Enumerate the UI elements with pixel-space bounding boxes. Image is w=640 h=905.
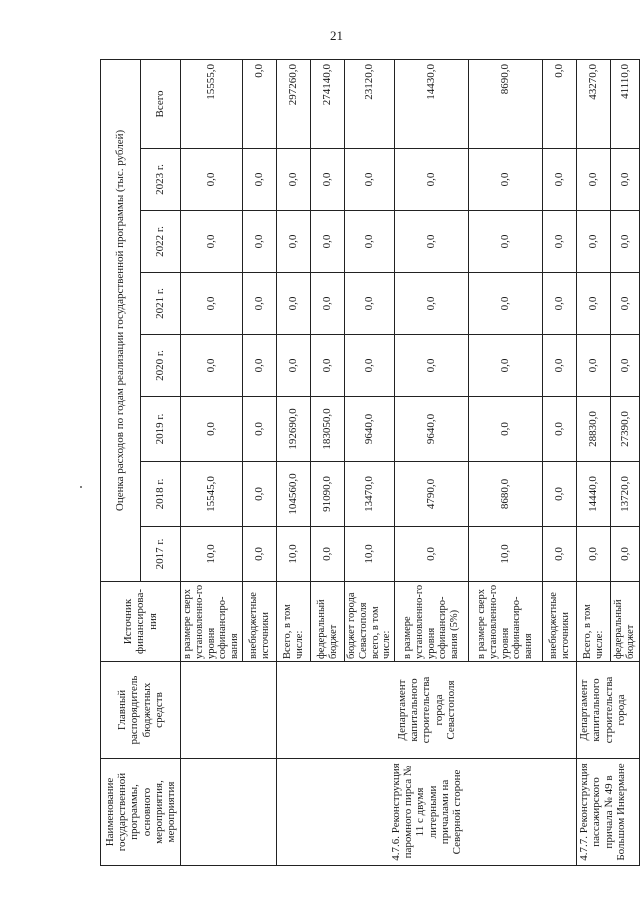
value-cell: 0,0 <box>469 397 543 462</box>
header-name: Наименование государственной программы, основного мероприятия, мероприятия <box>101 759 181 866</box>
value-cell: 0,0 <box>181 335 243 397</box>
value-cell: 13470,0 <box>345 462 395 527</box>
table-row <box>181 59 243 865</box>
value-cell: 0,0 <box>345 211 395 273</box>
header-year: 2019 г. <box>141 397 181 462</box>
rotated-table-container <box>100 60 636 866</box>
total-cell: 23120,0 <box>345 59 395 148</box>
header-row-top <box>101 59 141 865</box>
source-cell: в размере сверх установленно-го уровня софинансиро-вания <box>469 582 543 662</box>
value-cell: 0,0 <box>469 211 543 273</box>
value-cell: 0,0 <box>611 335 640 397</box>
header-year: 2023 г. <box>141 149 181 211</box>
value-cell: 13720,0 <box>611 462 640 527</box>
distributor-name: Департамент капитального строительства города <box>577 662 640 759</box>
value-cell: 0,0 <box>395 273 469 335</box>
value-cell: 10,0 <box>345 527 395 582</box>
header-year: 2017 г. <box>141 527 181 582</box>
distributor-cell-empty <box>181 662 277 759</box>
value-cell: 0,0 <box>543 273 577 335</box>
value-cell: 0,0 <box>611 273 640 335</box>
value-cell: 0,0 <box>311 527 345 582</box>
value-cell: 183050,0 <box>311 397 345 462</box>
distributor-name: Департамент капитального строительства города Севастополя <box>277 662 577 759</box>
total-cell: 297260,0 <box>277 59 311 148</box>
budget-table <box>100 59 640 866</box>
value-cell: 28830,0 <box>577 397 611 462</box>
value-cell: 0,0 <box>181 397 243 462</box>
value-cell: 0,0 <box>277 149 311 211</box>
source-cell: бюджет города Севастополя всего, в том числе: <box>345 582 395 662</box>
value-cell: 0,0 <box>311 335 345 397</box>
value-cell: 10,0 <box>277 527 311 582</box>
value-cell: 9640,0 <box>395 397 469 462</box>
total-cell: 41110,0 <box>611 59 640 148</box>
value-cell: 0,0 <box>543 462 577 527</box>
value-cell: 0,0 <box>243 527 277 582</box>
table-row <box>277 59 311 865</box>
value-cell: 10,0 <box>181 527 243 582</box>
total-cell: 15555,0 <box>181 59 243 148</box>
value-cell: 0,0 <box>243 149 277 211</box>
value-cell: 0,0 <box>243 462 277 527</box>
value-cell: 0,0 <box>277 273 311 335</box>
value-cell: 0,0 <box>577 149 611 211</box>
total-cell: 14430,0 <box>395 59 469 148</box>
value-cell: 0,0 <box>611 527 640 582</box>
value-cell: 0,0 <box>311 211 345 273</box>
value-cell: 192690,0 <box>277 397 311 462</box>
source-cell: в размере установленно-го уровня софинансиро-вания (5%) <box>395 582 469 662</box>
value-cell: 0,0 <box>311 149 345 211</box>
value-cell: 0,0 <box>243 335 277 397</box>
value-cell: 0,0 <box>469 149 543 211</box>
value-cell: 0,0 <box>345 335 395 397</box>
value-cell: 0,0 <box>243 273 277 335</box>
value-cell: 0,0 <box>611 211 640 273</box>
source-cell: федеральный бюджет <box>611 582 640 662</box>
value-cell: 0,0 <box>395 211 469 273</box>
value-cell: 91090,0 <box>311 462 345 527</box>
value-cell: 8680,0 <box>469 462 543 527</box>
total-cell: 0,0 <box>543 59 577 148</box>
value-cell: 0,0 <box>469 273 543 335</box>
value-cell: 0,0 <box>395 149 469 211</box>
value-cell: 27390,0 <box>611 397 640 462</box>
value-cell: 14440,0 <box>577 462 611 527</box>
program-item-name: 4.7.6. Реконструкция паромного пирса № 11 с двумя литерными причалами на Северной стороне <box>277 759 577 866</box>
total-cell: 274140,0 <box>311 59 345 148</box>
value-cell: 0,0 <box>277 211 311 273</box>
value-cell: 4790,0 <box>395 462 469 527</box>
value-cell: 0,0 <box>611 149 640 211</box>
name-cell-empty <box>181 759 277 866</box>
header-year: 2018 г. <box>141 462 181 527</box>
value-cell: 0,0 <box>577 211 611 273</box>
value-cell: 0,0 <box>577 335 611 397</box>
value-cell: 10,0 <box>469 527 543 582</box>
value-cell: 0,0 <box>543 149 577 211</box>
value-cell: 0,0 <box>577 273 611 335</box>
header-total: Всего <box>141 59 181 148</box>
page-number: 21 <box>330 28 343 43</box>
value-cell: 0,0 <box>311 273 345 335</box>
source-cell: внебюджетные источники <box>243 582 277 662</box>
total-cell: 8690,0 <box>469 59 543 148</box>
header-year: 2022 г. <box>141 211 181 273</box>
header-source: Источник финансирова-ния <box>101 582 181 662</box>
value-cell: 0,0 <box>543 211 577 273</box>
value-cell: 0,0 <box>469 335 543 397</box>
program-item-name: 4.7.7. Реконструкция пассажирского причала № 49 в Большом Инкермане <box>577 759 640 866</box>
source-cell: федеральный бюджет <box>311 582 345 662</box>
value-cell: 0,0 <box>543 335 577 397</box>
value-cell: 104560,0 <box>277 462 311 527</box>
value-cell: 0,0 <box>181 273 243 335</box>
header-year: 2021 г. <box>141 273 181 335</box>
value-cell: 0,0 <box>543 527 577 582</box>
total-cell: 43270,0 <box>577 59 611 148</box>
value-cell: 0,0 <box>395 527 469 582</box>
value-cell: 0,0 <box>243 397 277 462</box>
source-cell: в размере сверх установленно-го уровня софинансиро-вания <box>181 582 243 662</box>
header-estimate: Оценка расходов по годам реализации государственной программы (тыс. рублей) <box>101 59 141 581</box>
value-cell: 0,0 <box>577 527 611 582</box>
value-cell: 0,0 <box>277 335 311 397</box>
value-cell: 0,0 <box>345 273 395 335</box>
header-distributor: Главный распорядитель бюджетных средств <box>101 662 181 759</box>
header-year: 2020 г. <box>141 335 181 397</box>
scan-speck <box>80 486 82 488</box>
value-cell: 15545,0 <box>181 462 243 527</box>
source-cell: Всего, в том числе: <box>277 582 311 662</box>
value-cell: 9640,0 <box>345 397 395 462</box>
source-cell: внебюджетные источники <box>543 582 577 662</box>
value-cell: 0,0 <box>345 149 395 211</box>
value-cell: 0,0 <box>181 211 243 273</box>
total-cell: 0,0 <box>243 59 277 148</box>
source-cell: Всего, в том числе: <box>577 582 611 662</box>
table-row <box>577 59 611 865</box>
value-cell: 0,0 <box>543 397 577 462</box>
value-cell: 0,0 <box>243 211 277 273</box>
value-cell: 0,0 <box>181 149 243 211</box>
value-cell: 0,0 <box>395 335 469 397</box>
